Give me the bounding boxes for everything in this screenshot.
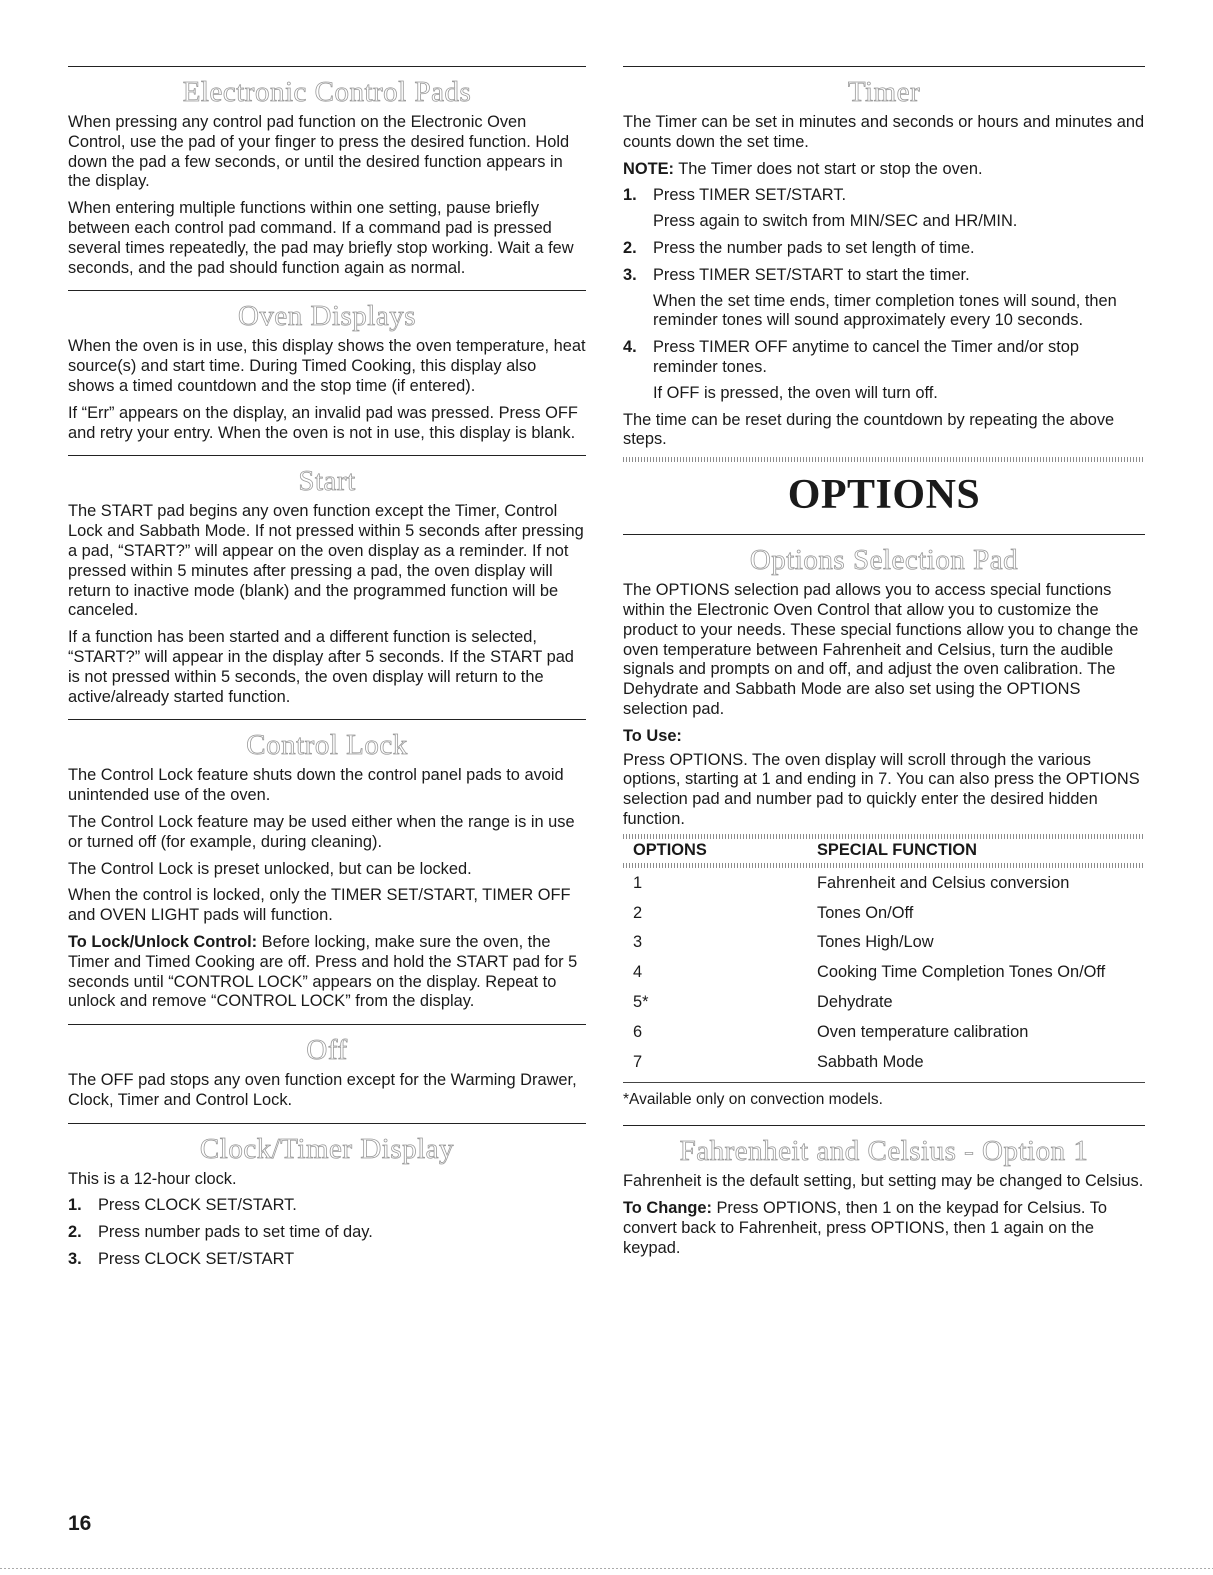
- option-number: 1: [633, 873, 643, 892]
- section-title-timer: Timer: [847, 76, 921, 108]
- paragraph: [68, 933, 586, 1012]
- paragraph: The Timer can be set in minutes and seconds or hours and minutes and counts down the set time.: [623, 113, 1145, 151]
- step-number: 3.: [623, 265, 637, 284]
- section-title-electronic-control-pads: Electronic Control Pads: [182, 76, 472, 108]
- list-item: [68, 1250, 586, 1270]
- section-rule: [68, 1123, 586, 1124]
- table-row: [623, 961, 1145, 991]
- dotted-divider: [623, 834, 1145, 839]
- step-number: 4.: [623, 338, 637, 357]
- paragraph: The time can be reset during the countdown by repeating the above steps.: [623, 410, 1115, 449]
- page-number: 16: [68, 1512, 92, 1535]
- paragraph: The START pad begins any oven function except the Timer, Control Lock and Sabbath Mode. If not pressed within 5 seconds after pressing a pad, “START?” will appear on the oven display as a reminder. If not pressed within 5 minutes after pressing a pad, the oven display will return to inactive mode (blank) and the programmed function will be canceled.: [68, 502, 584, 620]
- step-text: Press TIMER OFF anytime to cancel the Timer and/or stop reminder tones.: [653, 338, 1080, 376]
- bold-label: To Use:: [623, 726, 682, 745]
- step-subtext: When the set time ends, timer completion tones will sound, then reminder tones will sound approximately every 10 seconds.: [653, 291, 1117, 330]
- section-title-start: Start: [298, 465, 356, 498]
- list-item: [623, 239, 1145, 259]
- step-subtext: Press again to switch from MIN/SEC and HR/MIN.: [653, 212, 1018, 231]
- section-title-clock-timer-display: Clock/Timer Display: [199, 1132, 455, 1165]
- paragraph: Fahrenheit is the default setting, but setting may be changed to Celsius.: [623, 1172, 1144, 1191]
- paragraph: The Control Lock feature shuts down the control panel pads to avoid unintended use of the oven.: [68, 766, 564, 805]
- right-column: [623, 66, 1145, 1265]
- section-rule: [623, 534, 1145, 535]
- section-title-off: Off: [306, 1034, 348, 1067]
- paragraph: Press OPTIONS. The oven display will scroll through the various options, starting at 1 and ending in 7. You can also press the OPTIONS selection pad and number pad to quickly enter the desired hidden function.: [623, 750, 1140, 828]
- option-number: 7: [633, 1052, 643, 1071]
- section-rule: [623, 1125, 1145, 1126]
- section-rule: [68, 290, 586, 291]
- table-footnote: *Available only on convection models.: [623, 1082, 1145, 1109]
- option-function: Dehydrate: [817, 992, 893, 1011]
- step-text: Press TIMER SET/START.: [653, 186, 847, 205]
- dotted-divider: [623, 863, 1145, 868]
- table-row: [623, 1051, 1145, 1081]
- table-row: [623, 1021, 1145, 1051]
- step-number: 1.: [623, 186, 637, 205]
- option-function: Cooking Time Completion Tones On/Off: [817, 963, 1106, 982]
- step-text: Press TIMER SET/START to start the timer.: [653, 265, 970, 284]
- section-rule: [68, 66, 586, 67]
- option-number: 6: [633, 1022, 643, 1041]
- bold-label: To Change:: [623, 1199, 712, 1218]
- table-row: [623, 991, 1145, 1021]
- option-function: Tones On/Off: [817, 903, 914, 922]
- section-rule: [68, 455, 586, 456]
- clock-steps-list: [68, 1196, 586, 1269]
- paragraph: The Control Lock feature may be used either when the range is in use or turned off (for example, during cleaning).: [68, 812, 575, 851]
- option-function: Oven temperature calibration: [817, 1022, 1029, 1041]
- paragraph: This is a 12-hour clock.: [68, 1169, 237, 1188]
- paragraph: [623, 1199, 1145, 1258]
- option-number: 4: [633, 963, 643, 982]
- step-text: Press number pads to set time of day.: [98, 1223, 373, 1242]
- option-number: 5*: [633, 992, 649, 1011]
- section-title-fahrenheit-celsius: Fahrenheit and Celsius - Option 1: [679, 1135, 1089, 1168]
- to-use-label: [623, 727, 1145, 747]
- bold-label: To Lock/Unlock Control:: [68, 932, 258, 951]
- section-title-options-selection-pad: Options Selection Pad: [749, 544, 1019, 577]
- section-rule: [623, 66, 1145, 67]
- option-number: 2: [633, 903, 643, 922]
- note-text: The Timer does not start or stop the oven.: [674, 159, 983, 178]
- paragraph: The OPTIONS selection pad allows you to access special functions within the Electronic Oven Control that allow you to customize the product to your needs. These special functions allow you to change the oven temperature between Fahrenheit and Celsius, turn the audible signals and prompts on and off, and adjust the oven calibration. The Dehydrate and Sabbath Mode are also set using the OPTIONS selection pad.: [623, 581, 1139, 718]
- list-item: [68, 1223, 586, 1243]
- table-row: [623, 872, 1145, 902]
- section-title-oven-displays: Oven Displays: [237, 300, 417, 333]
- paragraph-text: Before locking, make sure the oven, the Timer and Timed Cooking are off. Press and hold the START pad for 5 seconds until “CONTROL LOCK” appears on the display. Repeat to unlock and remove “CONTROL LOCK” from the display.: [68, 932, 578, 1011]
- step-text: Press the number pads to set length of time.: [653, 238, 975, 257]
- section-title-control-lock: Control Lock: [246, 729, 408, 762]
- table-row: [623, 931, 1145, 961]
- section-rule: [68, 1024, 586, 1025]
- paragraph: The Control Lock is preset unlocked, but can be locked.: [68, 859, 472, 878]
- step-number: 3.: [68, 1250, 82, 1269]
- bottom-border: [0, 1568, 1213, 1569]
- step-text: Press CLOCK SET/START.: [98, 1196, 297, 1215]
- paragraph: When pressing any control pad function on the Electronic Oven Control, use the pad of your finger to press the desired function. Hold down the pad a few seconds, or until the desired function appears in the display.: [68, 113, 570, 191]
- table-row: [623, 902, 1145, 932]
- paragraph-text: Press OPTIONS, then 1 on the keypad for Celsius. To convert back to Fahrenheit, press OPTIONS, then 1 again on the keypad.: [623, 1199, 1108, 1257]
- list-item: [623, 186, 1145, 232]
- dotted-divider: [623, 457, 1145, 462]
- note-label: NOTE:: [623, 159, 674, 178]
- paragraph: If a function has been started and a different function is selected, “START?” will appear in the display after 5 seconds. If the START pad is not pressed within 5 seconds, the oven display will return to the active/already started function.: [68, 628, 574, 706]
- option-function: Tones High/Low: [817, 933, 934, 952]
- step-number: 2.: [68, 1223, 82, 1242]
- option-function: Fahrenheit and Celsius conversion: [817, 873, 1070, 892]
- left-column: [68, 66, 586, 1277]
- option-number: 3: [633, 933, 643, 952]
- paragraph: If “Err” appears on the display, an invalid pad was pressed. Press OFF and retry your entry. When the oven is not in use, this display is blank.: [68, 403, 578, 442]
- paragraph: When the oven is in use, this display shows the oven temperature, heat source(s) and start time. During Timed Cooking, this display also shows a timed countdown and the stop time (if entered).: [68, 337, 586, 395]
- step-number: 1.: [68, 1196, 82, 1215]
- options-heading: OPTIONS: [787, 472, 981, 519]
- list-item: [623, 266, 1145, 331]
- timer-steps-list: [623, 186, 1145, 403]
- paragraph: The OFF pad stops any oven function except for the Warming Drawer, Clock, Timer and Control Lock.: [68, 1071, 577, 1109]
- step-text: Press CLOCK SET/START: [98, 1250, 295, 1269]
- column-header-options: OPTIONS: [633, 840, 707, 859]
- step-number: 2.: [623, 238, 637, 257]
- options-table: [623, 841, 1145, 1081]
- list-item: [623, 338, 1145, 403]
- column-header-special-function: SPECIAL FUNCTION: [817, 840, 977, 859]
- paragraph: When the control is locked, only the TIMER SET/START, TIMER OFF and OVEN LIGHT pads will function.: [68, 886, 571, 925]
- note-paragraph: [623, 160, 1145, 180]
- option-function: Sabbath Mode: [817, 1052, 924, 1071]
- step-subtext: If OFF is pressed, the oven will turn off.: [653, 383, 938, 402]
- paragraph: When entering multiple functions within one setting, pause briefly between each control pad command. If a command pad is pressed several times repeatedly, the pad may briefly stop working. Wait a few seconds, and the pad should function again as normal.: [68, 199, 574, 277]
- section-rule: [68, 719, 586, 720]
- list-item: [68, 1196, 586, 1216]
- table-header-row: [623, 841, 1145, 863]
